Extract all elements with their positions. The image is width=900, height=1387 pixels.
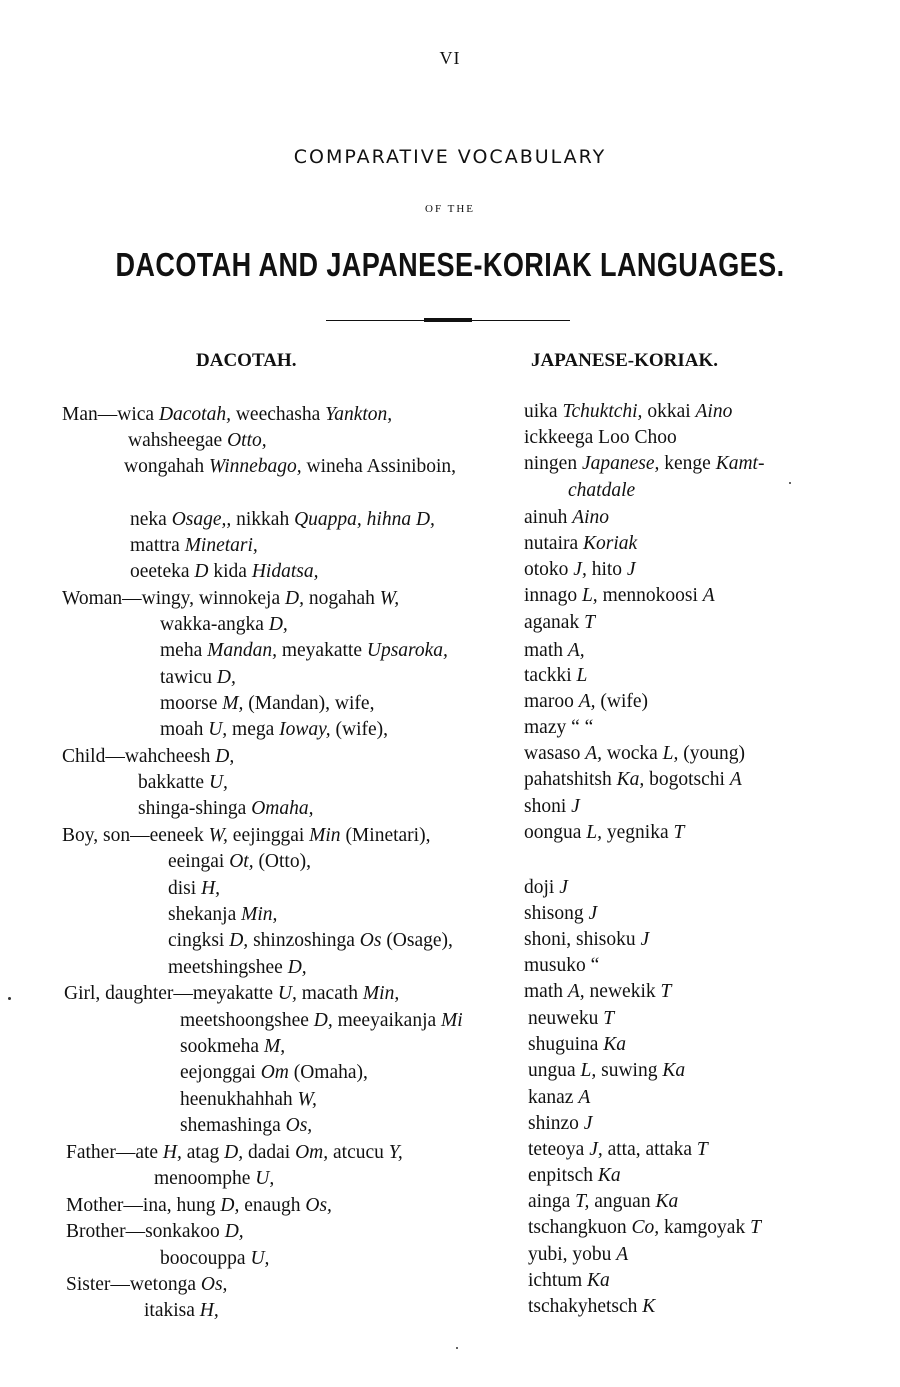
text-segment: shoni, shisoku	[524, 929, 641, 950]
dacotah-line	[66, 1193, 332, 1219]
italic-term: A,	[567, 640, 585, 661]
column-header-japanese-koriak: JAPANESE-KORIAK.	[531, 350, 719, 371]
text-segment: shinzo	[528, 1113, 584, 1134]
italic-term: H,	[201, 878, 221, 899]
text-segment: dadai	[243, 1142, 296, 1163]
text-segment: Woman—wingy, winnokeja	[62, 588, 286, 609]
italic-term: Os,	[285, 1115, 313, 1136]
italic-term: Ka,	[616, 769, 645, 790]
italic-term: Ot,	[229, 851, 254, 872]
text-segment: math	[524, 640, 568, 661]
italic-term: D,	[220, 1195, 240, 1216]
dacotah-line	[168, 849, 311, 875]
italic-term: Os,	[305, 1195, 332, 1216]
italic-term: Ka	[587, 1270, 610, 1291]
text-segment: shekanja	[168, 904, 242, 925]
italic-term: T	[584, 612, 595, 633]
japanese-koriak-line	[528, 1137, 708, 1163]
italic-term: Co,	[631, 1217, 660, 1238]
italic-term: A	[729, 769, 742, 790]
page-title: DACOTAH AND JAPANESE-KORIAK LANGUAGES.	[115, 246, 785, 283]
text-segment: shemashinga	[180, 1115, 286, 1136]
italic-term: U,	[277, 983, 297, 1004]
dacotah-line	[62, 586, 399, 612]
text-segment: otoko	[524, 559, 574, 580]
italic-term: Minetari,	[184, 535, 258, 556]
italic-term: D,	[313, 1010, 333, 1031]
text-segment: disi	[168, 878, 202, 899]
text-segment: Father—ate	[66, 1142, 163, 1163]
text-segment: enaugh	[239, 1195, 306, 1216]
text-segment: neka	[130, 509, 172, 530]
japanese-koriak-line	[524, 663, 587, 689]
text-segment: innago	[524, 585, 582, 606]
italic-term: Koriak	[583, 533, 638, 554]
text-segment: wakka-angka	[160, 614, 269, 635]
dacotah-line	[62, 823, 430, 849]
italic-term: Min	[309, 825, 341, 846]
japanese-koriak-line	[524, 689, 648, 715]
italic-term: J,	[573, 559, 587, 580]
text-segment: Brother—sonkakoo	[66, 1221, 225, 1242]
japanese-koriak-line	[524, 451, 764, 477]
text-segment: oongua	[524, 822, 587, 843]
japanese-koriak-line	[528, 1268, 610, 1294]
italic-term: D,	[224, 1142, 244, 1163]
dacotah-line	[160, 638, 448, 664]
text-segment: yegnika	[602, 822, 674, 843]
italic-term: T	[673, 822, 685, 843]
italic-term: J	[588, 903, 598, 924]
text-segment: (young)	[678, 743, 746, 764]
text-segment: Child—wahcheesh	[62, 746, 216, 767]
japanese-koriak-line	[524, 953, 599, 979]
italic-term: Ka	[597, 1165, 621, 1186]
dacotah-line	[160, 665, 236, 691]
japanese-koriak-line	[528, 1111, 592, 1137]
italic-term: K	[642, 1296, 656, 1317]
text-segment: nikkah	[231, 509, 295, 530]
italic-term: Aino	[695, 401, 733, 422]
text-segment: shinzoshinga	[248, 930, 360, 951]
text-segment: nutaira	[524, 533, 584, 554]
text-segment: okkai	[642, 401, 696, 422]
text-segment: kenge	[659, 453, 716, 474]
print-speck	[8, 997, 11, 1000]
japanese-koriak-line	[528, 1189, 678, 1215]
japanese-koriak-line	[524, 820, 684, 846]
text-segment: shinga-shinga	[138, 798, 252, 819]
text-segment: Man—wica	[62, 404, 159, 425]
italic-term: L	[576, 665, 588, 686]
italic-term: J	[571, 796, 580, 817]
text-segment: enpitsch	[528, 1165, 598, 1186]
italic-term: L,	[586, 822, 603, 843]
text-segment: neuweku	[528, 1008, 604, 1029]
italic-term: Kamt-	[715, 453, 765, 474]
dacotah-line	[180, 1008, 463, 1034]
japanese-koriak-line	[528, 1215, 761, 1241]
print-speck	[789, 482, 791, 484]
text-segment: atta, attaka	[602, 1139, 697, 1160]
text-segment: shoni	[524, 796, 572, 817]
italic-term: M,	[263, 1036, 286, 1057]
dacotah-line	[180, 1034, 285, 1060]
japanese-koriak-line	[524, 875, 568, 901]
japanese-koriak-line	[524, 794, 580, 820]
italic-term: D,	[268, 614, 288, 635]
text-segment: mazy “ “	[524, 717, 594, 738]
italic-term: L,	[580, 1060, 597, 1081]
italic-term: Quappa, hihna D,	[294, 509, 435, 530]
italic-term: Japanese,	[581, 453, 660, 474]
text-segment: meha	[160, 640, 208, 661]
column-header-dacotah: DACOTAH.	[196, 350, 297, 371]
italic-term: Omaha,	[251, 798, 314, 819]
text-segment: (wife),	[330, 719, 389, 740]
text-segment: eejonggai	[180, 1062, 261, 1083]
text-segment: atcucu	[328, 1142, 389, 1163]
italic-term: Om	[260, 1062, 289, 1083]
text-segment: Girl, daughter—meyakatte	[64, 983, 278, 1004]
japanese-koriak-line	[524, 557, 636, 583]
text-segment: ickkeega Loo Choo	[524, 427, 677, 448]
dacotah-line	[124, 454, 456, 480]
text-segment: (Osage),	[381, 930, 453, 951]
text-segment: (Otto),	[253, 851, 311, 872]
italic-term: Otto,	[227, 430, 267, 451]
text-segment: math	[524, 981, 568, 1002]
text-segment: meeyaikanja	[332, 1010, 442, 1031]
text-segment: shisong	[524, 903, 589, 924]
japanese-koriak-line	[528, 1032, 626, 1058]
text-segment: tawicu	[160, 667, 217, 688]
text-segment: Mother—ina, hung	[66, 1195, 221, 1216]
japanese-koriak-line	[528, 1085, 590, 1111]
japanese-koriak-line	[528, 1058, 685, 1084]
italic-term: Winnebago,	[209, 456, 302, 477]
text-segment: pahatshitsh	[524, 769, 617, 790]
dacotah-line	[168, 876, 220, 902]
text-segment: bakkatte	[138, 772, 209, 793]
text-segment: mattra	[130, 535, 185, 556]
text-segment: aganak	[524, 612, 585, 633]
text-segment: cingksi	[168, 930, 230, 951]
italic-term: D,	[216, 667, 236, 688]
text-segment: eeingai	[168, 851, 230, 872]
italic-term: T,	[575, 1191, 590, 1212]
text-segment: ichtum	[528, 1270, 588, 1291]
italic-term: T	[696, 1139, 708, 1160]
text-segment: ainga	[528, 1191, 576, 1212]
italic-term: T	[750, 1217, 761, 1238]
italic-term: L,	[662, 743, 679, 764]
text-segment: teteoya	[528, 1139, 590, 1160]
text-segment: tschakyhetsch	[528, 1296, 643, 1317]
italic-term: Dacotah,	[158, 404, 231, 425]
italic-term: A,	[567, 981, 585, 1002]
italic-term: J	[559, 877, 568, 898]
dacotah-line	[160, 691, 374, 717]
japanese-koriak-line	[524, 901, 597, 927]
text-segment: uika	[524, 401, 563, 422]
italic-term: chatdale	[568, 480, 636, 501]
italic-term: Y,	[388, 1142, 403, 1163]
dacotah-line	[130, 507, 435, 533]
text-segment: hito	[586, 559, 627, 580]
text-segment: tschangkuon	[528, 1217, 632, 1238]
dacotah-line	[144, 1298, 219, 1324]
text-segment: mega	[227, 719, 280, 740]
italic-term: Hidatsa,	[251, 561, 319, 582]
italic-term: H,	[162, 1142, 182, 1163]
italic-term: A	[702, 585, 715, 606]
italic-term: H,	[199, 1300, 219, 1321]
text-segment: (Mandan), wife,	[243, 693, 375, 714]
dacotah-line	[180, 1060, 368, 1086]
text-segment: wineha Assiniboin,	[301, 456, 457, 477]
italic-term: Ioway,	[279, 719, 331, 740]
dacotah-line	[168, 902, 277, 928]
text-segment: wocka	[602, 743, 663, 764]
dacotah-line	[154, 1166, 274, 1192]
dacotah-line	[62, 744, 234, 770]
japanese-koriak-line	[524, 741, 745, 767]
italic-term: Tchuktchi,	[562, 401, 643, 422]
japanese-koriak-line	[524, 610, 595, 636]
italic-term: Min,	[241, 904, 278, 925]
title-comparative-vocabulary: COMPARATIVE VOCABULARY	[293, 146, 607, 168]
text-segment: boocouppa	[160, 1248, 251, 1269]
italic-term: Os	[359, 930, 382, 951]
italic-term: A	[578, 1087, 591, 1108]
text-segment: kamgoyak	[659, 1217, 751, 1238]
italic-term: A,	[578, 691, 596, 712]
text-segment: itakisa	[144, 1300, 200, 1321]
text-segment: ainuh	[524, 507, 573, 528]
print-speck	[456, 1347, 458, 1349]
text-segment: nogahah	[303, 588, 380, 609]
dacotah-line	[66, 1272, 227, 1298]
italic-term: U,	[208, 719, 228, 740]
text-segment: wahsheegae	[128, 430, 228, 451]
dacotah-line	[160, 612, 288, 638]
text-segment: anguan	[589, 1191, 656, 1212]
italic-term: Os,	[200, 1274, 228, 1295]
italic-term: W,	[297, 1089, 317, 1110]
dacotah-line	[138, 770, 228, 796]
text-segment: wasaso	[524, 743, 586, 764]
text-segment: ungua	[528, 1060, 581, 1081]
italic-term: U,	[208, 772, 228, 793]
dacotah-line	[138, 796, 314, 822]
text-segment: bogotschi	[644, 769, 730, 790]
text-segment: tackki	[524, 665, 577, 686]
japanese-koriak-line	[524, 767, 742, 793]
italic-term: Ka	[603, 1034, 627, 1055]
italic-term: A	[616, 1244, 629, 1265]
text-segment: ningen	[524, 453, 582, 474]
italic-term: D,	[229, 930, 249, 951]
dacotah-line	[64, 981, 399, 1007]
japanese-koriak-line	[524, 979, 671, 1005]
japanese-koriak-line	[528, 1163, 621, 1189]
italic-term: J	[626, 559, 636, 580]
title-of-the: OF THE	[425, 203, 475, 215]
japanese-koriak-line	[528, 1006, 614, 1032]
italic-term: Osage,,	[171, 509, 232, 530]
text-segment: meyakatte	[276, 640, 367, 661]
text-segment: maroo	[524, 691, 579, 712]
japanese-koriak-line	[524, 505, 609, 531]
text-segment: sookmeha	[180, 1036, 264, 1057]
italic-term: Upsaroka,	[366, 640, 448, 661]
italic-term: D,	[215, 746, 235, 767]
text-segment: Sister—wetonga	[66, 1274, 201, 1295]
italic-term: U,	[250, 1248, 270, 1269]
italic-term: M,	[222, 693, 244, 714]
text-segment: heenukhahhah	[180, 1089, 298, 1110]
text-segment: oeeteka	[130, 561, 195, 582]
text-segment: yubi, yobu	[528, 1244, 617, 1265]
italic-term: T	[603, 1008, 615, 1029]
italic-term: U,	[255, 1168, 275, 1189]
text-segment: doji	[524, 877, 560, 898]
italic-term: Yankton,	[325, 404, 393, 425]
text-segment: moah	[160, 719, 209, 740]
text-segment: meetshingshee	[168, 957, 288, 978]
italic-term: A,	[585, 743, 602, 764]
text-segment: (Omaha),	[288, 1062, 368, 1083]
italic-term: D	[194, 561, 209, 582]
text-segment: (Minetari),	[340, 825, 431, 846]
text-segment: newekik	[584, 981, 661, 1002]
dacotah-line	[168, 928, 453, 954]
italic-term: Ka	[655, 1191, 679, 1212]
text-segment: menoomphe	[154, 1168, 256, 1189]
dacotah-line	[160, 1246, 269, 1272]
text-segment: musuko “	[524, 955, 600, 976]
text-segment: (wife)	[595, 691, 649, 712]
italic-term: W,	[379, 588, 400, 609]
japanese-koriak-line	[568, 478, 635, 504]
italic-term: D,	[287, 957, 307, 978]
text-segment: suwing	[596, 1060, 663, 1081]
italic-term: Mi	[441, 1010, 463, 1031]
text-segment: wongahah	[124, 456, 210, 477]
text-segment: macath	[296, 983, 363, 1004]
text-segment: Boy, son—eeneek	[62, 825, 209, 846]
dacotah-line	[130, 559, 318, 585]
japanese-koriak-line	[524, 583, 715, 609]
japanese-koriak-line	[524, 927, 649, 953]
dacotah-line	[180, 1113, 312, 1139]
dacotah-line	[128, 428, 267, 454]
japanese-koriak-line	[524, 399, 732, 425]
italic-term: J	[583, 1113, 593, 1134]
japanese-koriak-line	[524, 638, 585, 664]
text-segment: kanaz	[528, 1087, 579, 1108]
italic-term: Om,	[295, 1142, 329, 1163]
italic-term: T	[660, 981, 672, 1002]
italic-term: Ka	[662, 1060, 686, 1081]
dacotah-line	[130, 533, 258, 559]
text-segment: weechasha	[230, 404, 326, 425]
italic-term: Min,	[362, 983, 400, 1004]
dacotah-line	[66, 1140, 403, 1166]
japanese-koriak-line	[524, 531, 637, 557]
italic-term: L,	[581, 585, 598, 606]
dacotah-line	[62, 402, 392, 428]
text-segment: kida	[208, 561, 252, 582]
text-segment: moorse	[160, 693, 223, 714]
text-segment: eejinggai	[227, 825, 310, 846]
page-number: VI	[439, 48, 461, 68]
japanese-koriak-line	[528, 1242, 628, 1268]
dacotah-line	[160, 717, 388, 743]
italic-term: J	[640, 929, 650, 950]
italic-term: Mandan,	[207, 640, 277, 661]
italic-term: J,	[589, 1139, 603, 1160]
text-segment: shuguina	[528, 1034, 604, 1055]
text-segment: mennokoosi	[597, 585, 703, 606]
japanese-koriak-line	[528, 1294, 655, 1320]
divider-ornament	[424, 318, 472, 322]
dacotah-line	[168, 955, 307, 981]
italic-term: W,	[208, 825, 228, 846]
dacotah-line	[66, 1219, 244, 1245]
japanese-koriak-line	[524, 715, 593, 741]
text-segment: atag	[181, 1142, 225, 1163]
japanese-koriak-line	[524, 425, 677, 451]
italic-term: D,	[224, 1221, 244, 1242]
italic-term: Aino	[572, 507, 610, 528]
dacotah-line	[180, 1087, 317, 1113]
text-segment: meetshoongshee	[180, 1010, 314, 1031]
italic-term: D,	[285, 588, 304, 609]
